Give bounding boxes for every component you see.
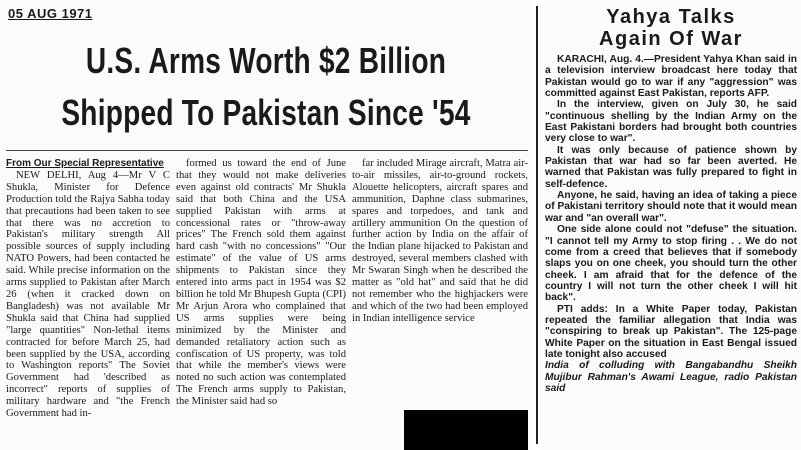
right-paragraph: One side alone could not "defuse" the situation. "I cannot tell my Army to stop firing . . We do not come from a creed that believes that if somebody slaps you on one cheek, you should turn the other cheek. I am afraid that for the defence of the country I will not turn the other cheek I will hit back". [545,224,797,304]
right-italic-text: India of colluding with Bangabandhu Sheikh Mujibur Rahman's Awami League, radio Pakistan said [545,360,797,394]
right-paragraph: Anyone, he said, having an idea of taking a piece of Pakistani territory should note that it would mean war and "an overall war". [545,190,797,224]
right-paragraph: KARACHI, Aug. 4.—President Yahya Khan said in a television interview broadcast here today that Pakistan would go to war if any "aggression" was committed against East Pakistan, reports AFP. [545,54,797,100]
right-news-clipping [541,0,801,450]
right-headline-line-1: Yahya Talks [606,6,736,28]
redaction-block [404,410,528,450]
headline-line-2: Shipped To Pakistan Since '54 [61,92,471,133]
column-separator [536,6,538,444]
right-paragraph-italic [545,360,797,394]
column-2-text: formed us toward the end of June that they would not make deliveries even against old contracts' Mr Shukla said that both China and the USA supplied Pakistan with arms at concessional rates or "throw-away prices" The French sold them against hard cash "with no concessions" "Our estimate" of the value of US arms shipments to Pakistan since they entered into arms pact in 1954 was $2 billion he told Mr Bhupesh Gupta (CPI) Mr Arjun Arora who complained that US arms supplies were being minimized by the Minister and demanded retaliatory action such as confiscation of US property, was told that while the member's views were noted no such action was contemplated The French arms supply to Pakistan, the Minister said had so [176,158,346,408]
headline-line-1: U.S. Arms Worth $2 Billion [85,40,447,81]
headline-divider [6,150,528,151]
right-paragraph: PTI adds: In a White Paper today, Pakistan repeated the familiar allegation that India was "conspiring to break up Pakistan". The 125-page White Paper on the situation in East Bengal issued late tonight also accused [545,303,797,360]
right-headline-line-2: Again Of War [599,28,743,50]
clipping-date: 05 AUG 1971 [8,6,93,21]
article-column-2 [176,158,346,448]
byline: From Our Special Representative [6,158,164,169]
article-column-3 [352,158,528,448]
article-column-1 [6,158,170,448]
column-3-text: far included Mirage aircraft, Matra air-to-air missiles, air-to-ground rockets, Alouette helicopters, aircraft spares and ammunition, Daphne class submarines, spares and torpedoes, and tank and artillery ammunition On the question of further action by India on the affair of the Indian plane hijacked to Pakistan and destroyed, several members clashed with Mr Swaran Singh when he described the matter as "old hat" and said that he did not remember who the highjackers were and which of the two had been employed in Indian intelligence service [352,158,528,324]
right-paragraph: It was only because of patience shown by Pakistan that war had so far been averted. He warned that Pakistan was fully prepared to fight in self-defence. [545,144,797,190]
column-1-text: NEW DELHI, Aug 4—Mr V C Shukla, Minister for Defence Production told the Rajya Sabha today that precautions had been taken to see that there was no accretion to Pakistan's military strength All possible sources of supply including NATO Powers, had been contacted he said. While precise information on the arms supplied to Pakistan after March 26 (when it cracked down on Bangladesh) was not available Mr Shukla said that China had supplied "large quantities" Non-lethal items contracted for before March 25, had been supplied by the USA, according to Washington reports" The Soviet Government had 'described as incorrect" reports of supplies of military hardware and "the French Government had in- [6,169,170,420]
right-article-body [545,54,797,448]
right-paragraph: In the interview, given on July 30, he said "continuous shelling by the Indian Army on the East Pakistani borders had brought both countries very close to war". [545,99,797,145]
